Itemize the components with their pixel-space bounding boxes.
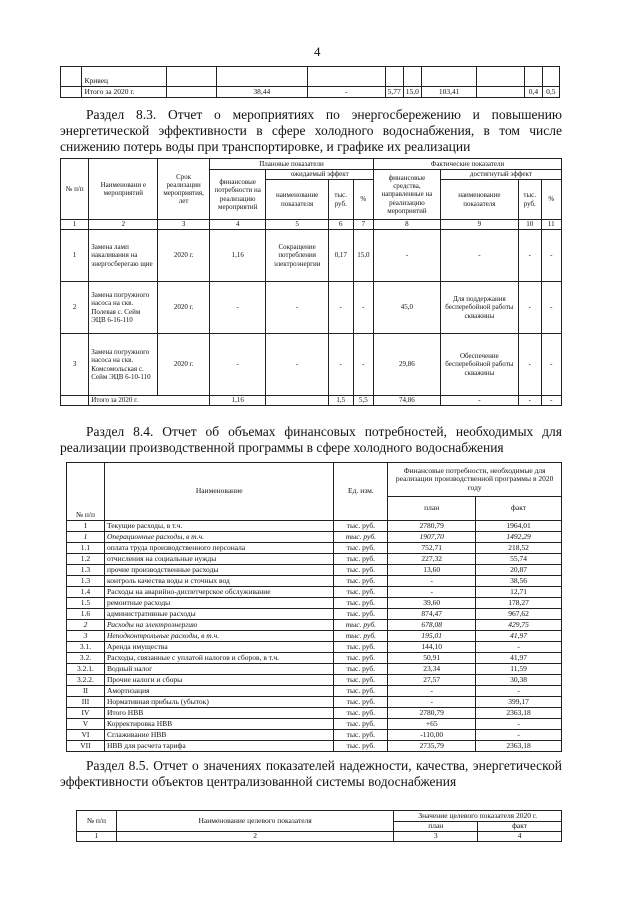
table-row (61, 67, 560, 87)
row-num: 1 (61, 230, 89, 282)
table-row (67, 697, 562, 708)
top-continuation-table (60, 66, 560, 98)
table-row (67, 543, 562, 554)
row-fact: 20,87 (476, 565, 562, 576)
row-num: 3.2.1. (67, 664, 105, 675)
col-number: 11 (541, 220, 561, 230)
row-fact-indicator: Обеспечение бесперебойной работы скважины (440, 334, 518, 396)
row-num: IV (67, 708, 105, 719)
table-row (61, 282, 562, 334)
row-fin: - (209, 282, 266, 334)
row-fact-indicator: Для поддержания бесперебойной работы скважины (440, 282, 518, 334)
planned-header: Плановые показатели (209, 159, 373, 170)
col-fact-header: факт (476, 497, 562, 521)
row-num: 2 (61, 282, 89, 334)
row-name: Кривец (82, 67, 166, 87)
col-name-header: Наименование (104, 463, 333, 521)
row-num: II (67, 686, 105, 697)
row-fact: 41,97 (476, 631, 562, 642)
row-num: V (67, 719, 105, 730)
row-name: НВВ для расчета тарифа (104, 741, 333, 752)
col-number: 4 (209, 220, 266, 230)
row-num: 3 (61, 334, 89, 396)
col-number: 8 (374, 220, 441, 230)
row-rub: 0,17 (328, 230, 353, 282)
row-num: 2 (67, 620, 105, 631)
row-unit: тыс. руб. (334, 664, 388, 675)
row-unit: тыс. руб. (334, 686, 388, 697)
row-fact: 967,62 (476, 609, 562, 620)
total-fin: 1,16 (209, 396, 266, 406)
row-unit: тыс. руб. (334, 730, 388, 741)
row-unit: тыс. руб. (334, 521, 388, 532)
row-plan: 195,01 (388, 631, 476, 642)
row-name: Прочие налоги и сборы (104, 675, 333, 686)
table-row (67, 609, 562, 620)
row-year: 2020 г. (158, 334, 210, 396)
row-num: VII (67, 741, 105, 752)
col-num-header: № п/п (77, 811, 117, 832)
col-number: 6 (328, 220, 353, 230)
col-deadline-header: Срок реализации мероприятия, лет (158, 159, 210, 220)
col-rub2-header: тыс. руб. (518, 180, 541, 220)
row-indicator: - (266, 334, 328, 396)
row-indicator: - (266, 282, 328, 334)
row-fact: 399,17 (476, 697, 562, 708)
row-name: Замена ламп накаливания на энергосберегаю щие (89, 230, 158, 282)
row-unit: тыс. руб. (334, 587, 388, 598)
row-fact-rub: - (518, 282, 541, 334)
row-name: контроль качества воды и сточных вод (104, 576, 333, 587)
table-row (67, 708, 562, 719)
table-row (67, 587, 562, 598)
col-number: 4 (478, 832, 562, 842)
total-label: Итого за 2020 г. (89, 396, 210, 406)
col-number: 3 (158, 220, 210, 230)
row-unit: тыс. руб. (334, 576, 388, 587)
row-unit: тыс. руб. (334, 532, 388, 543)
cell: 15,0 (403, 87, 421, 98)
row-num: 1.6 (67, 609, 105, 620)
row-plan: 50,91 (388, 653, 476, 664)
row-num: VI (67, 730, 105, 741)
row-num: 1.2 (67, 554, 105, 565)
col-number: 2 (89, 220, 158, 230)
row-unit: тыс. руб. (334, 598, 388, 609)
cell: - (307, 87, 385, 98)
table-row (61, 334, 562, 396)
col-number: 2 (116, 832, 393, 842)
row-plan: 752,71 (388, 543, 476, 554)
row-name: Операционные расходы, в т.ч. (104, 532, 333, 543)
table-row (67, 642, 562, 653)
row-plan: - (388, 576, 476, 587)
table-row (67, 532, 562, 543)
row-fact: 12,71 (476, 587, 562, 598)
col-num-header: № п/п (61, 159, 89, 220)
fin-needs-header: Финансовые потребности, необходимые для реализации производственной программы в 2020 году (388, 463, 562, 497)
section-8-5-heading: Раздел 8.5. Отчет о значениях показателей надежности, качества, энергетической эффективности объектов централизованной системы водоснабжения (60, 758, 562, 789)
row-num: 3.2.2. (67, 675, 105, 686)
row-name: Неподконтрольные расходы, в т.ч. (104, 631, 333, 642)
page-number: 4 (314, 44, 321, 59)
row-rub: - (328, 282, 353, 334)
col-indicator-header: наименование показателя (266, 180, 328, 220)
section-8-4-table (66, 462, 562, 752)
col-pct-header: % (353, 180, 373, 220)
row-fact-pct: - (541, 230, 561, 282)
table-row (67, 598, 562, 609)
row-num: 1.3 (67, 565, 105, 576)
row-name: оплата труда производственного персонала (104, 543, 333, 554)
row-num: 3.1. (67, 642, 105, 653)
row-num: III (67, 697, 105, 708)
row-fact: 2363,18 (476, 741, 562, 752)
row-name: Замена погружного насоса на скв. Полевая с. Сейм ЭЦВ 6-16-110 (89, 282, 158, 334)
row-unit: тыс. руб. (334, 554, 388, 565)
row-name: Расходы на аварийно-диспетчерское обслуживание (104, 587, 333, 598)
row-unit: тыс. руб. (334, 675, 388, 686)
table-row (67, 631, 562, 642)
row-plan: 2780,79 (388, 708, 476, 719)
row-name: отчисления на социальные нужды (104, 554, 333, 565)
row-plan: 23,34 (388, 664, 476, 675)
row-fact: 1964,01 (476, 521, 562, 532)
row-name: Расходы на электроэнергию (104, 620, 333, 631)
col-name-header: Наименовани е мероприятий (89, 159, 158, 220)
row-num: 1.3 (67, 576, 105, 587)
row-unit: тыс. руб. (334, 631, 388, 642)
col-number: 5 (266, 220, 328, 230)
row-name: Нормативная прибыль (убыток) (104, 697, 333, 708)
actual-header: Фактические показатели (374, 159, 562, 170)
row-name: Корректировка НВВ (104, 719, 333, 730)
row-fact: 218,52 (476, 543, 562, 554)
row-name: Замена погружного насоса на скв. Комсомольская с. Сейм ЭЦВ 6-10-110 (89, 334, 158, 396)
cell: 103,41 (421, 87, 477, 98)
row-num: 1.1 (67, 543, 105, 554)
table-row (67, 686, 562, 697)
col-number: 1 (77, 832, 117, 842)
total-fact-ind: - (440, 396, 518, 406)
row-unit: тыс. руб. (334, 543, 388, 554)
row-num: I (67, 521, 105, 532)
row-fact-rub: - (518, 230, 541, 282)
row-fact: - (476, 719, 562, 730)
row-fact: 429,75 (476, 620, 562, 631)
row-fact: 178,27 (476, 598, 562, 609)
row-fact: 11,59 (476, 664, 562, 675)
row-plan: - (388, 686, 476, 697)
row-plan: +65 (388, 719, 476, 730)
row-name: Итого за 2020 г. (82, 87, 166, 98)
row-name: Расходы, связанные с уплатой налогов и сборов, в т.ч. (104, 653, 333, 664)
row-plan: 874,47 (388, 609, 476, 620)
row-fin: - (209, 334, 266, 396)
row-fact-rub: - (518, 334, 541, 396)
row-fact: 1492,29 (476, 532, 562, 543)
row-fact-fin: - (374, 230, 441, 282)
value-header: Значение целевого показателя 2020 г. (394, 811, 562, 822)
row-plan: 2735,79 (388, 741, 476, 752)
cell: 0,5 (542, 87, 559, 98)
total-row (61, 396, 562, 406)
table-row (67, 719, 562, 730)
row-plan: 27,57 (388, 675, 476, 686)
row-name: Текущие расходы, в т.ч. (104, 521, 333, 532)
section-8-5-table (76, 810, 562, 842)
row-name: Водный налог (104, 664, 333, 675)
total-fact-fin: 74,86 (374, 396, 441, 406)
row-fact: 38,56 (476, 576, 562, 587)
row-plan: 678,08 (388, 620, 476, 631)
col-number: 1 (61, 220, 89, 230)
total-fact-rub: - (518, 396, 541, 406)
row-fact: 41,97 (476, 653, 562, 664)
row-plan: 13,60 (388, 565, 476, 576)
col-plan-header: план (394, 822, 478, 832)
col-plan-header: план (388, 497, 476, 521)
row-unit: тыс. руб. (334, 653, 388, 664)
row-unit: тыс. руб. (334, 719, 388, 730)
row-unit: тыс. руб. (334, 697, 388, 708)
section-8-3-heading: Раздел 8.3. Отчет о мероприятиях по энергосбережению и повышению энергетической эффективности в сфере холодного водоснабжения, в том числе снижению потерь воды при транспортировке, и графике их реализации (60, 107, 562, 154)
row-fact-pct: - (541, 282, 561, 334)
row-fact: 2363,18 (476, 708, 562, 719)
row-pct: - (353, 282, 373, 334)
row-name: Сглаживание НВВ (104, 730, 333, 741)
row-unit: тыс. руб. (334, 565, 388, 576)
cell: 5,77 (385, 87, 403, 98)
row-fact-fin: 45,0 (374, 282, 441, 334)
col-unit-header: Ед. изм. (334, 463, 388, 521)
col-number: 7 (353, 220, 373, 230)
table-row (61, 87, 560, 98)
table-row (67, 620, 562, 631)
cell: 38,44 (216, 87, 307, 98)
section-8-3-table (60, 158, 562, 406)
row-fact-pct: - (541, 334, 561, 396)
col-rub-header: тыс. руб. (328, 180, 353, 220)
row-name: прочие производственные расходы (104, 565, 333, 576)
col-fin-means-header: финансовые средства, направленные на реализацию мероприятий (374, 170, 441, 220)
row-pct: - (353, 334, 373, 396)
row-fact: - (476, 686, 562, 697)
table-row (67, 653, 562, 664)
total-rub: 1,5 (328, 396, 353, 406)
row-unit: тыс. руб. (334, 609, 388, 620)
col-indicator2-header: наименование показателя (440, 180, 518, 220)
col-number: 10 (518, 220, 541, 230)
row-unit: тыс. руб. (334, 620, 388, 631)
achieved-effect-header: достигнутый эффект (440, 170, 561, 180)
section-8-4-heading: Раздел 8.4. Отчет об объемах финансовых потребностей, необходимых для реализации производственной программы в сфере холодного водоснабжения (60, 424, 562, 455)
row-plan: -110,00 (388, 730, 476, 741)
col-name-header: Наименование целевого показателя (116, 811, 393, 832)
row-year: 2020 г. (158, 230, 210, 282)
col-fin-needs-header: финансовые потребности на реализацию мероприятий (209, 170, 266, 220)
row-plan: 2780,79 (388, 521, 476, 532)
row-plan: 1907,70 (388, 532, 476, 543)
table-row (67, 521, 562, 532)
row-unit: тыс. руб. (334, 642, 388, 653)
table-row (67, 664, 562, 675)
column-number-row (61, 220, 562, 230)
row-plan: - (388, 697, 476, 708)
row-fact: - (476, 642, 562, 653)
row-pct: 15,0 (353, 230, 373, 282)
row-plan: 144,10 (388, 642, 476, 653)
row-name: Амортизация (104, 686, 333, 697)
total-fact-pct: - (541, 396, 561, 406)
row-unit: тыс. руб. (334, 708, 388, 719)
table-row (67, 675, 562, 686)
table-row (67, 565, 562, 576)
row-name: ремонтные расходы (104, 598, 333, 609)
col-pct2-header: % (541, 180, 561, 220)
row-unit: тыс. руб. (334, 741, 388, 752)
row-num: 3.2. (67, 653, 105, 664)
column-number-row (77, 832, 562, 842)
row-fact: 30,38 (476, 675, 562, 686)
row-fin: 1,16 (209, 230, 266, 282)
expected-effect-header: ожидаемый эффект (266, 170, 374, 180)
total-pct: 5,5 (353, 396, 373, 406)
row-name: Аренда имущества (104, 642, 333, 653)
col-fact-header: факт (478, 822, 562, 832)
table-row (67, 730, 562, 741)
row-name: административные расходы (104, 609, 333, 620)
col-number: 3 (394, 832, 478, 842)
row-fact-indicator: - (440, 230, 518, 282)
row-fact-fin: 29,86 (374, 334, 441, 396)
col-number: 9 (440, 220, 518, 230)
row-fact: - (476, 730, 562, 741)
row-plan: 39,60 (388, 598, 476, 609)
row-name: Итого НВВ (104, 708, 333, 719)
row-num: 1.4 (67, 587, 105, 598)
table-row (61, 230, 562, 282)
row-num: 1.5 (67, 598, 105, 609)
row-plan: 227,32 (388, 554, 476, 565)
row-fact: 55,74 (476, 554, 562, 565)
row-year: 2020 г. (158, 282, 210, 334)
table-row (67, 554, 562, 565)
row-num: 3 (67, 631, 105, 642)
row-rub: - (328, 334, 353, 396)
table-row (67, 741, 562, 752)
table-row (67, 576, 562, 587)
cell: 0,4 (525, 87, 542, 98)
row-indicator: Сокращение потребления электроэнергии (266, 230, 328, 282)
col-num-header: № п/п (67, 463, 105, 521)
row-plan: - (388, 587, 476, 598)
row-num: 1 (67, 532, 105, 543)
